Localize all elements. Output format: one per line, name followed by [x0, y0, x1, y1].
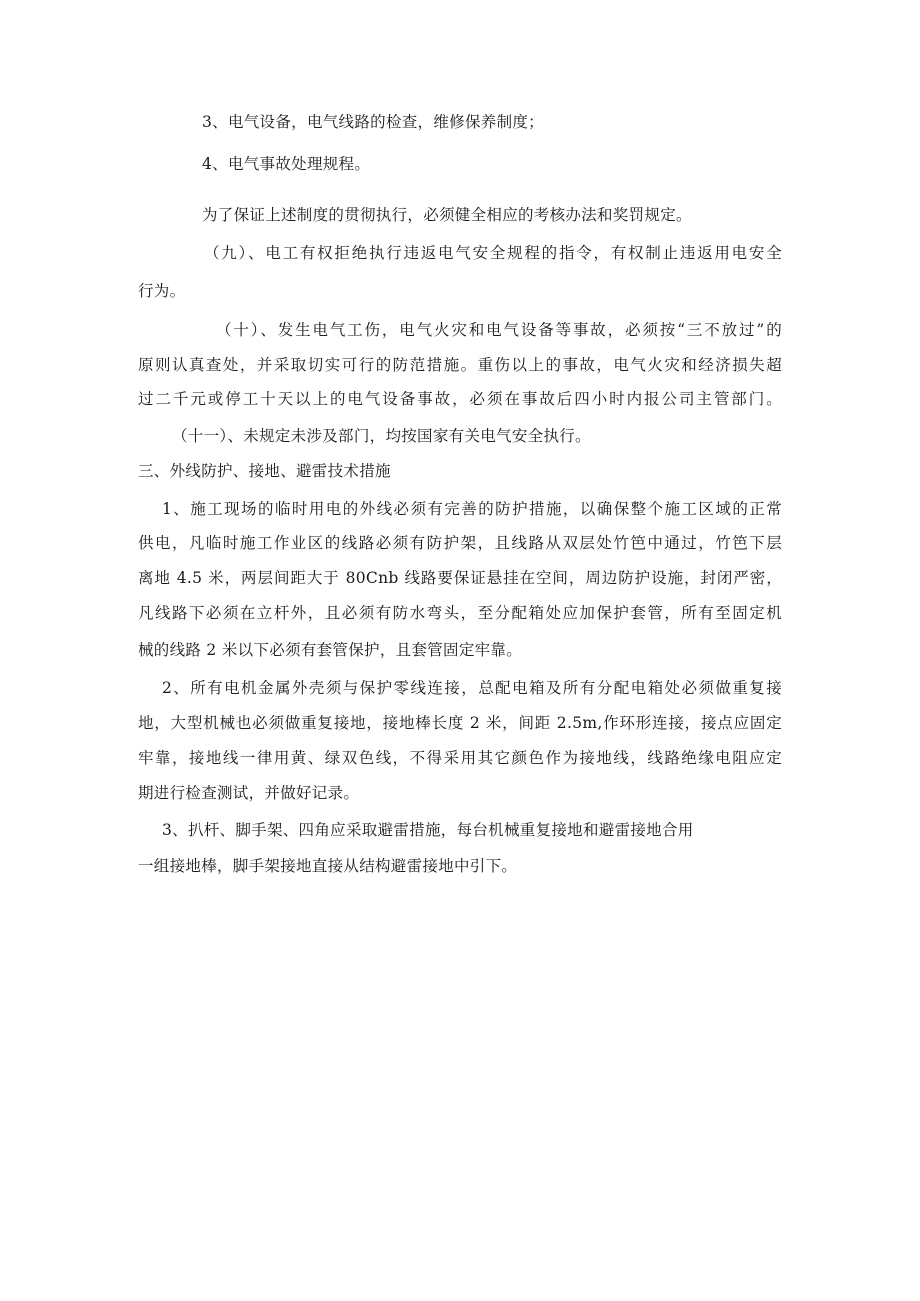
measure-1-line-3: 离地 4.5 米，两层间距大于 80Cnb 线路要保证悬挂在空间，周边防护设施，封闭严密， [138, 569, 782, 587]
clause-10-line-3: 过二千元或停工十天以上的电气设备事故，必须在事故后四小时内报公司主管部门。 [138, 390, 782, 408]
paragraph-assessment: 为了保证上述制度的贯彻执行，必须健全相应的考核办法和奖罚规定。 [202, 206, 692, 224]
measure-1-line-4: 凡线路下必须在立杆外，且必须有防水弯头，至分配箱处应加保护套管，所有至固定机 [138, 604, 782, 622]
clause-10-line-2: 原则认真查处，并采取切实可行的防范措施。重伤以上的事故，电气火灾和经济损失超 [138, 356, 782, 374]
measure-1-line-1: 1、施工现场的临时用电的外线必须有完善的防护措施，以确保整个施工区域的正常 [162, 500, 782, 518]
measure-2-line-2: 地，大型机械也必须做重复接地，接地棒长度 2 米，间距 2.5m,作环形连接，接点应固定 [138, 714, 782, 732]
clause-10-line-1: （十）、发生电气工伤，电气火灾和电气设备等事故，必须按“三不放过”的 [216, 321, 782, 339]
measure-2-line-1: 2、所有电机金属外壳须与保护零线连接，总配电箱及所有分配电箱处必须做重复接 [162, 679, 782, 697]
list-item-3: 3、电气设备，电气线路的检查，维修保养制度； [202, 113, 544, 131]
section-heading-3: 三、外线防护、接地、避雷技术措施 [138, 462, 391, 480]
list-item-4: 4、电气事故处理规程。 [202, 155, 371, 173]
measure-2-line-4: 期进行检查测试，并做好记录。 [138, 784, 360, 802]
clause-9-line-2: 行为。 [138, 282, 186, 300]
measure-1-line-2: 供电，凡临时施工作业区的线路必须有防护架，且线路从双层处竹笆中通过，竹笆下层 [138, 534, 782, 552]
clause-11: （十一）、未规定未涉及部门，均按国家有关电气安全执行。 [172, 427, 591, 445]
measure-3-line-2: 一组接地棒，脚手架接地直接从结构避雷接地中引下。 [138, 857, 518, 875]
clause-9-line-1: （九）、电工有权拒绝执行违返电气安全规程的指令，有权制止违返用电安全 [204, 244, 782, 262]
measure-1-line-5: 械的线路 2 米以下必须有套管保护，且套管固定牢靠。 [138, 641, 523, 659]
measure-3-line-1: 3、扒杆、脚手架、四角应采取避雷措施，每台机械重复接地和避雷接地合用 [162, 821, 694, 839]
measure-2-line-3: 牢靠，接地线一律用黄、绿双色线，不得采用其它颜色作为接地线，线路绝缘电阻应定 [138, 749, 782, 767]
